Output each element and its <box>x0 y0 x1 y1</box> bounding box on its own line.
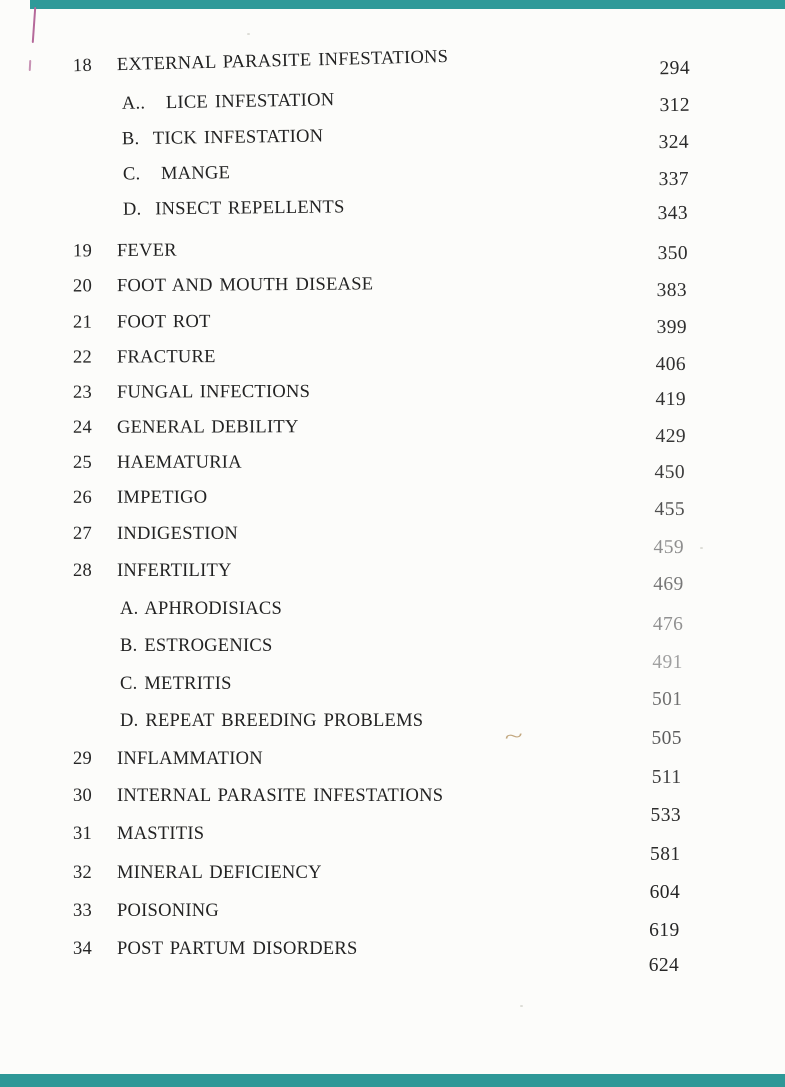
entry-title: C. MANGE <box>122 163 231 185</box>
entry-title: A. APHRODISIACS <box>120 599 283 619</box>
scan-artifact-smudge: ~ <box>503 723 524 749</box>
entry-chapter-number: 30 <box>73 786 93 806</box>
entry-page-number: 324 <box>658 131 690 154</box>
entry-page-number: 619 <box>649 920 680 941</box>
entry-title: GENERAL DEBILITY <box>116 417 299 438</box>
entry-title: FOOT AND MOUTH DISEASE <box>116 274 374 297</box>
entry-chapter-number: 25 <box>72 452 93 473</box>
scan-artifact-top-bar <box>30 0 785 9</box>
entry-page-number: 604 <box>649 882 681 903</box>
entry-page-number: 501 <box>651 689 683 710</box>
entry-chapter-number: 34 <box>73 939 93 959</box>
entry-chapter-number: 18 <box>72 55 93 77</box>
entry-title: FOOT ROT <box>116 311 211 333</box>
entry-chapter-number: 29 <box>73 749 93 769</box>
entry-title: EXTERNAL PARASITE INFESTATIONS <box>116 47 449 76</box>
entry-title: INFLAMMATION <box>117 749 263 769</box>
entry-page-number: 491 <box>652 652 683 673</box>
entry-page-number: 450 <box>654 461 686 484</box>
entry-chapter-number: 32 <box>73 863 93 883</box>
entry-title: INTERNAL PARASITE INFESTATIONS <box>117 786 444 806</box>
entry-title: FEVER <box>116 240 177 262</box>
entry-title: C. METRITIS <box>120 674 232 694</box>
entry-title: INFERTILITY <box>117 561 232 581</box>
entry-chapter-number: 33 <box>73 901 93 921</box>
entry-page-number: 624 <box>648 955 680 976</box>
entry-page-number: 505 <box>651 728 682 749</box>
entry-title: INDIGESTION <box>116 523 238 544</box>
entry-page-number: 455 <box>654 498 685 521</box>
entry-page-number: 343 <box>657 202 689 225</box>
entry-chapter-number: 24 <box>72 417 93 438</box>
entry-title: D. INSECT REPELLENTS <box>122 197 345 220</box>
entry-page-number: 469 <box>653 574 684 595</box>
entry-page-number: 312 <box>658 94 690 117</box>
paper-speck <box>247 33 250 35</box>
entry-title: HAEMATURIA <box>116 452 242 473</box>
entry-title: B. TICK INFESTATION <box>121 126 324 150</box>
entry-title: IMPETIGO <box>116 487 208 508</box>
entry-page-number: 350 <box>657 242 688 265</box>
entry-chapter-number: 31 <box>73 824 93 844</box>
entry-page-number: 429 <box>655 425 686 448</box>
entry-title: A.. LICE INFESTATION <box>121 90 335 114</box>
entry-chapter-number: 26 <box>72 487 93 508</box>
entry-chapter-number: 28 <box>73 561 93 581</box>
entry-title: FUNGAL INFECTIONS <box>116 381 311 403</box>
entry-chapter-number: 22 <box>72 347 93 368</box>
entry-page-number: 406 <box>655 353 687 376</box>
entry-page-number: 383 <box>656 279 688 302</box>
scan-artifact-pink-line <box>32 7 37 43</box>
entry-chapter-number: 20 <box>72 276 93 297</box>
entry-title: MINERAL DEFICIENCY <box>117 863 322 883</box>
entry-page-number: 476 <box>652 614 684 635</box>
paper-speck <box>520 1005 523 1007</box>
entry-page-number: 533 <box>650 805 681 826</box>
entry-page-number: 294 <box>659 57 691 80</box>
entry-page-number: 399 <box>656 316 687 339</box>
entry-page-number: 511 <box>651 767 682 788</box>
entry-chapter-number: 19 <box>72 241 93 262</box>
entry-title: MASTITIS <box>117 824 205 844</box>
entry-page-number: 581 <box>650 844 681 865</box>
entry-page-number: 419 <box>655 388 687 411</box>
entry-page-number: 337 <box>658 168 689 191</box>
entry-chapter-number: 27 <box>72 523 93 544</box>
entry-chapter-number: 23 <box>72 382 93 403</box>
scan-artifact-bottom-bar <box>0 1074 785 1087</box>
entry-title: POISONING <box>117 901 219 921</box>
entry-title: FRACTURE <box>116 347 216 368</box>
entry-title: B. ESTROGENICS <box>120 636 273 656</box>
entry-title: POST PARTUM DISORDERS <box>117 939 358 959</box>
entry-chapter-number: 21 <box>72 312 93 333</box>
entry-title: D. REPEAT BREEDING PROBLEMS <box>120 711 424 731</box>
entry-page-number: 459 <box>653 536 685 559</box>
